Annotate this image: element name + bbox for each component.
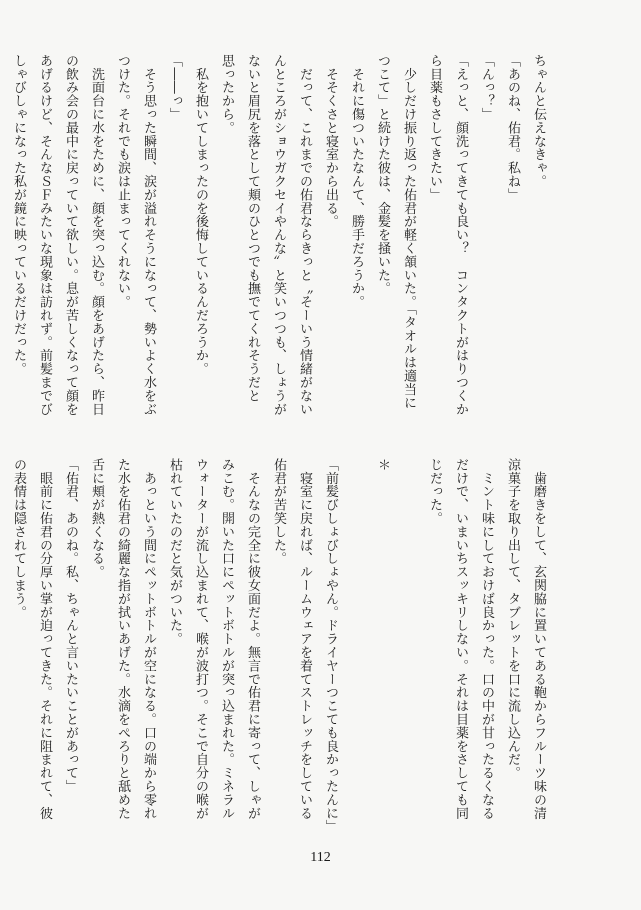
text-line: そう思った瞬間、涙が溢れそうになって、勢いよく水をぶ — [141, 54, 156, 416]
text-line: ちゃんと伝えなきゃ。 — [531, 54, 546, 188]
text-line: ウォーターが流し込まれて、喉が波打つ。そこで自分の喉が — [193, 458, 208, 820]
text-line: 寝室に戻れば、ルームウェアを着てストレッチをしている — [297, 458, 312, 820]
text-line: 舌に頬が熱くなる。 — [89, 458, 104, 579]
text-line: んところがショウガクセイやんな〟と笑いつつも、しょうが — [271, 54, 286, 416]
text-line: そそくさと寝室から出る。 — [323, 54, 338, 229]
text-line: つけた。それでも涙は止まってくれない。 — [115, 54, 130, 309]
page-number: 112 — [310, 850, 331, 865]
text-line: 「えっと、顔洗ってきても良い？ コンタクトがはりつくか — [453, 54, 468, 416]
text-line: 「前髪びしょびしょやん。ドライヤーつこても良かったんに」 — [323, 458, 338, 834]
text-line: ないと眉尻を落として頬のひとつでも撫でてくれそうだと — [245, 54, 260, 403]
text-line: それに傷ついたなんて、勝手だろうか。 — [349, 54, 364, 309]
text-line: 眼前に佑君の分厚い掌が迫ってきた。それに阻まれて、彼 — [37, 458, 52, 820]
text-line: あげるけど、そんなＳＦみたいな現象は訪れず。前髪までび — [37, 54, 52, 416]
text-line: 「佑君、あのね。私、ちゃんと言いたいことがあって」 — [63, 458, 78, 793]
text-line: 思ったから。 — [219, 54, 234, 135]
text-line: の表情は隠されてしまう。 — [11, 458, 26, 619]
text-line — [343, 458, 369, 836]
text-line: 「あのね、佑君。私ね」 — [505, 54, 520, 202]
text-line: 洗面台に水をために、顔を突っ込む。顔をあげたら、昨日 — [89, 54, 104, 416]
text-tier-bottom — [11, 458, 551, 836]
text-line — [395, 458, 421, 836]
text-line: 私を抱いてしまったのを後悔しているんだろうか。 — [193, 54, 208, 376]
text-line: 佑君が苦笑した。 — [271, 458, 286, 566]
text-line: 歯磨きをして、玄関脇に置いてある鞄からフルーツ味の清 — [531, 458, 546, 820]
text-tier-top — [11, 54, 551, 416]
text-line: つこて」と続けた彼は、金髪を掻いた。 — [375, 54, 390, 296]
text-line: ら目薬もさしてきたい」 — [427, 54, 442, 202]
text-line: の飲み会の最中に戻っていて欲しい。息が苦しくなって顔を — [63, 54, 78, 416]
text-line: だって、これまでの佑君ならきっと〝そーいう情緒がない — [297, 54, 312, 416]
text-line: みこむ。開いた口にペットボトルが突っ込まれた。ミネラル — [219, 458, 234, 820]
text-line: 枯れていたのだと気がついた。 — [167, 458, 182, 646]
text-line: じだった。 — [427, 458, 442, 525]
text-line: 「んっ？」 — [479, 54, 494, 121]
text-line: だけで、いまいちスッキリしない。それは目薬をさしても同 — [453, 458, 468, 820]
text-line: しゃびしゃになった私が鏡に映っているだけだった。 — [11, 54, 26, 376]
section-break-asterisk: ＊ — [375, 458, 390, 472]
text-line: あっという間にペットボトルが空になる。口の端から零れ — [141, 458, 156, 820]
text-line: 少しだけ振り返った佑君が軽く頷いた。「タオルは適当に — [401, 54, 416, 410]
text-line: そんなの完全に彼女面だよ。無言で佑君に寄って、しゃが — [245, 458, 260, 820]
text-line: 「――っ」 — [167, 54, 182, 121]
text-line: た水を佑君の綺麗な指が拭いあげた。水滴をぺろりと舐めた — [115, 458, 130, 820]
text-line: ミント味にしておけば良かった。口の中が甘ったるくなる — [479, 458, 494, 820]
text-line: 涼菓子を取り出して、タブレットを口に流し込んだ。 — [505, 458, 520, 780]
